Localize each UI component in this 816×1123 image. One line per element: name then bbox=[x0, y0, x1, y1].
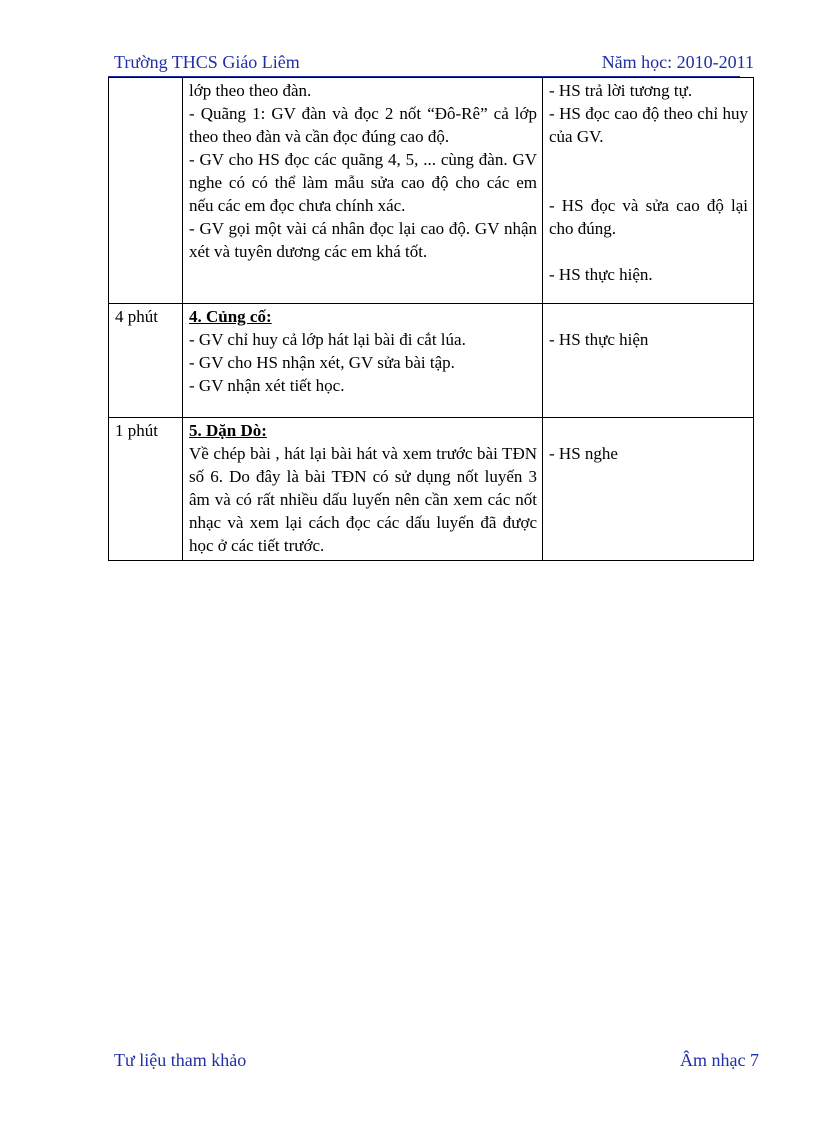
teacher-line: - GV cho HS nhận xét, GV sửa bài tập. bbox=[189, 353, 455, 372]
student-activity-cell bbox=[543, 418, 754, 561]
teacher-activity-cell bbox=[183, 304, 543, 418]
teacher-line: - GV gọi một vài cá nhân đọc lại cao độ. GV nhận xét và tuyên dương các em khá tốt. bbox=[189, 219, 537, 261]
teacher-line: Về chép bài , hát lại bài hát và xem trước bài TĐN số 6. Do đây là bài TĐN có sử dụng nốt luyến 3 âm và có rất nhiều dấu luyến nên cần xem các nốt nhạc và xem lại cách đọc các dấu luyến đã được học ở các tiết trước. bbox=[189, 444, 537, 555]
footer-left: Tư liệu tham khảo bbox=[114, 1050, 247, 1070]
spacer bbox=[549, 419, 748, 442]
table-row bbox=[109, 78, 754, 304]
footer-right: Âm nhạc 7 bbox=[680, 1050, 759, 1070]
student-line: - HS đọc và sửa cao độ lại cho đúng. bbox=[549, 196, 748, 238]
spacer bbox=[549, 240, 748, 263]
section-title: 5. Dặn Dò: bbox=[189, 421, 267, 440]
time-cell: 4 phút bbox=[109, 304, 183, 418]
spacer bbox=[549, 171, 748, 194]
teacher-line: - GV chỉ huy cả lớp hát lại bài đi cắt lúa. bbox=[189, 330, 466, 349]
student-line: - HS đọc cao độ theo chỉ huy của GV. bbox=[549, 104, 748, 146]
page-header bbox=[114, 52, 754, 78]
table-row bbox=[109, 418, 754, 561]
time-cell: 1 phút bbox=[109, 418, 183, 561]
student-line: - HS nghe bbox=[549, 444, 618, 463]
section-title: 4. Củng cố: bbox=[189, 307, 272, 326]
teacher-line: - Quãng 1: GV đàn và đọc 2 nốt “Đô-Rê” cả lớp theo theo đàn và cần đọc đúng cao độ. bbox=[189, 104, 537, 146]
time-cell bbox=[109, 78, 183, 304]
spacer bbox=[549, 305, 748, 328]
student-line: - HS thực hiện. bbox=[549, 265, 653, 284]
teacher-activity-cell bbox=[183, 418, 543, 561]
page-footer bbox=[114, 1050, 759, 1076]
teacher-line: lớp theo theo đàn. bbox=[189, 81, 312, 100]
student-activity-cell bbox=[543, 78, 754, 304]
student-line: - HS trả lời tương tự. bbox=[549, 81, 693, 100]
student-line: - HS thực hiện bbox=[549, 330, 649, 349]
table-row bbox=[109, 304, 754, 418]
school-year: Năm học: 2010-2011 bbox=[601, 52, 754, 72]
school-name: Trường THCS Giáo Liêm bbox=[114, 52, 300, 72]
lesson-plan-table bbox=[108, 77, 754, 561]
teacher-line: - GV nhận xét tiết học. bbox=[189, 376, 345, 395]
spacer bbox=[549, 148, 748, 171]
teacher-line: - GV cho HS đọc các quãng 4, 5, ... cùng đàn. GV nghe có có thể làm mẫu sửa cao độ cho các em nếu các em đọc chưa chính xác. bbox=[189, 150, 537, 215]
teacher-activity-cell bbox=[183, 78, 543, 304]
student-activity-cell bbox=[543, 304, 754, 418]
